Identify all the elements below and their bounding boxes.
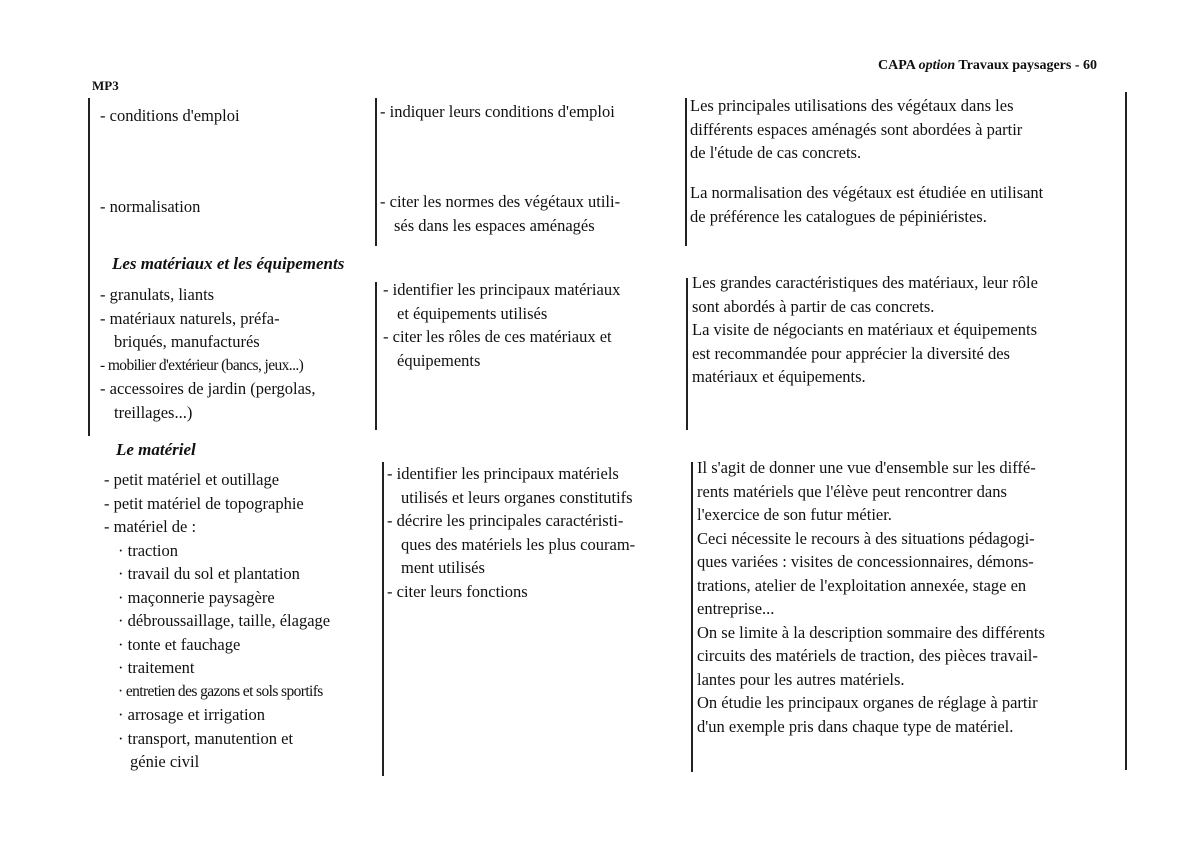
section-heading-materiaux: Les matériaux et les équipements <box>112 254 345 273</box>
comment-line: est recommandée pour apprécier la diversité des <box>692 343 1010 363</box>
content-line: · débroussaillage, taille, élagage <box>118 611 331 630</box>
comment-line: Les principales utilisations des végétaux dans les <box>690 96 1014 115</box>
objective-line: ment utilisés <box>401 558 485 577</box>
content-line: treillages...) <box>114 402 193 422</box>
comment-line: La visite de négociants en matériaux et équipements <box>692 320 1038 339</box>
section-heading-materiel: Le matériel <box>116 440 196 459</box>
comment-line: La normalisation des végétaux est étudiée en utilisant <box>690 183 1044 202</box>
comment-line: ques variées : visites de concessionnaires, démons- <box>697 552 1034 571</box>
page-header-title <box>878 58 1097 74</box>
row-2-content <box>100 195 200 219</box>
objective-line: - citer les normes des végétaux utili- <box>380 192 621 211</box>
content-line: · traitement <box>118 658 195 677</box>
objective-line: équipements <box>397 350 481 370</box>
table-left-border <box>88 98 90 436</box>
column-divider-2 <box>685 98 687 246</box>
header-suffix: Travaux paysagers - 60 <box>958 58 1097 73</box>
row-3-content <box>100 283 315 424</box>
content-line: - matériel de : <box>104 517 197 536</box>
objective-line: - indiquer leurs conditions d'emploi <box>380 102 615 121</box>
comment-line: On étudie les principaux organes de réglage à partir <box>697 693 1038 712</box>
comment-line: rents matériels que l'élève peut rencontrer dans <box>697 481 1007 501</box>
content-line: · transport, manutention et <box>118 728 294 748</box>
comment-line: Ceci nécessite le recours à des situations pédagogi- <box>697 528 1035 548</box>
column-divider-1 <box>375 98 377 246</box>
content-line: - petit matériel et outillage <box>104 470 280 489</box>
comment-line: l'exercice de son futur métier. <box>697 505 892 524</box>
row-4-comments <box>697 456 1045 738</box>
content-line: - accessoires de jardin (pergolas, <box>100 379 316 398</box>
comment-line: On se limite à la description sommaire des différents <box>697 622 1045 642</box>
header-prefix: CAPA <box>878 58 916 73</box>
comment-line: matériaux et équipements. <box>692 367 866 386</box>
content-line: · arrosage et irrigation <box>118 705 266 724</box>
objective-line: et équipements utilisés <box>397 303 548 323</box>
comment-line: Il s'agit de donner une vue d'ensemble sur les diffé- <box>697 458 1036 477</box>
row-2-comments <box>690 181 1043 228</box>
row-4-content <box>104 468 330 774</box>
content-line: · traction <box>118 540 179 560</box>
objective-line: - identifier les principaux matériaux <box>383 280 621 299</box>
row-2-objectives <box>380 190 620 237</box>
content-line: briqués, manufacturés <box>114 332 260 351</box>
content-line: - granulats, liants <box>100 285 215 304</box>
content-line: génie civil <box>130 752 200 771</box>
content-line: · entretien des gazons et sols sportifs <box>118 682 323 700</box>
table-right-border <box>1125 92 1127 770</box>
objective-line: - citer leurs fonctions <box>387 581 528 601</box>
comment-line: d'un exemple pris dans chaque type de matériel. <box>697 716 1014 736</box>
row-4-objectives <box>387 462 635 603</box>
content-line: - mobilier d'extérieur (bancs, jeux...) <box>100 356 304 374</box>
content-line: · travail du sol et plantation <box>118 564 300 583</box>
comment-line: différents espaces aménagés sont abordées à partir <box>690 119 1023 139</box>
content-line: - normalisation <box>100 197 201 216</box>
comment-line: de l'étude de cas concrets. <box>690 143 862 162</box>
row-1-content <box>100 104 240 128</box>
comment-line: entreprise... <box>697 599 775 618</box>
content-line: - petit matériel de topographie <box>104 493 304 513</box>
column-divider-1 <box>375 282 377 430</box>
content-line: · maçonnerie paysagère <box>118 587 275 607</box>
comment-line: sont abordés à partir de cas concrets. <box>692 296 935 316</box>
row-1-comments <box>690 94 1022 165</box>
comment-line: Les grandes caractéristiques des matériaux, leur rôle <box>692 273 1038 292</box>
content-line: · tonte et fauchage <box>118 634 241 654</box>
row-3-objectives <box>383 278 620 372</box>
comment-line: lantes pour les autres matériels. <box>697 669 905 689</box>
comment-line: de préférence les catalogues de pépiniéristes. <box>690 206 987 226</box>
objective-line: utilisés et leurs organes constitutifs <box>401 487 633 507</box>
header-option: option <box>918 58 956 73</box>
row-3-comments <box>692 271 1038 389</box>
module-code: MP3 <box>92 78 119 93</box>
column-divider-2 <box>691 462 693 772</box>
column-divider-2 <box>686 278 688 430</box>
column-divider-1 <box>382 462 384 776</box>
comment-line: trations, atelier de l'exploitation annexée, stage en <box>697 575 1027 595</box>
objective-line: - citer les rôles de ces matériaux et <box>383 327 612 346</box>
objective-line: sés dans les espaces aménagés <box>394 215 595 235</box>
row-1-objectives <box>380 100 615 124</box>
content-line: - matériaux naturels, préfa- <box>100 308 280 328</box>
comment-line: circuits des matériels de traction, des pièces travail- <box>697 646 1038 665</box>
objective-line: - identifier les principaux matériels <box>387 464 619 483</box>
content-line: - conditions d'emploi <box>100 106 240 125</box>
objective-line: - décrire les principales caractéristi- <box>387 511 624 530</box>
objective-line: ques des matériels les plus couram- <box>401 534 636 554</box>
